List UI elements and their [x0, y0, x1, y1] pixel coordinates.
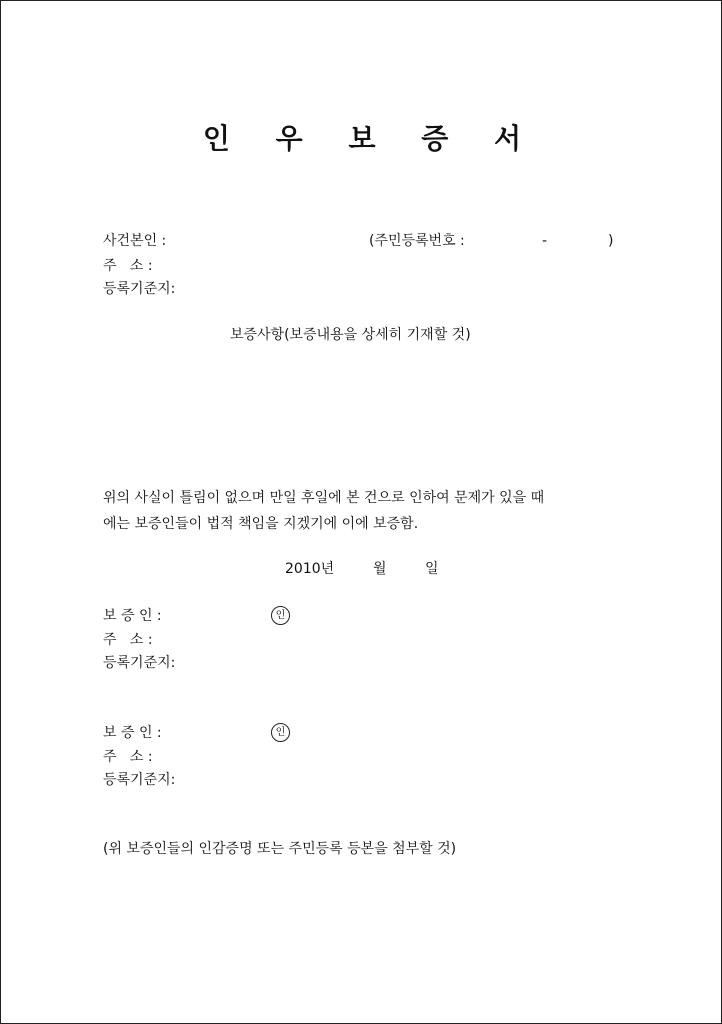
- attachment-footnote: (위 보증인들의 인감증명 또는 주민등록 등본을 첨부할 것): [103, 841, 457, 857]
- guarantor-2-domicile-label: 등록기준지:: [103, 772, 176, 788]
- guarantor-1-seal-icon: 인: [271, 606, 290, 625]
- document-title: 인 우 보 증 서: [202, 122, 540, 155]
- date-day: 일: [425, 561, 439, 577]
- guarantee-heading: 보증사항(보증내용을 상세히 기재할 것): [230, 327, 471, 343]
- statement-line-1: 위의 사실이 틀림이 없으며 만일 후일에 본 건으로 인하여 문제가 있을 때: [103, 490, 545, 506]
- subject-id-close: ): [608, 233, 614, 249]
- guarantor-1-address-label: 주 소 :: [103, 632, 153, 648]
- guarantor-1-domicile-label: 등록기준지:: [103, 655, 176, 671]
- guarantor-1-label: 보 증 인 :: [103, 608, 162, 624]
- date-month: 월: [373, 561, 387, 577]
- subject-id-label: (주민등록번호 :: [369, 233, 465, 249]
- guarantor-2-seal-icon: 인: [271, 723, 290, 742]
- subject-id-dash: -: [542, 233, 548, 249]
- guarantor-2-address-label: 주 소 :: [103, 749, 153, 765]
- subject-address-label: 주 소 :: [103, 258, 153, 274]
- guarantor-2-label: 보 증 인 :: [103, 725, 162, 741]
- subject-name-label: 사건본인 :: [103, 233, 167, 249]
- date-year: 2010년: [285, 561, 335, 577]
- subject-domicile-label: 등록기준지:: [103, 281, 176, 297]
- statement-line-2: 에는 보증인들이 법적 책임을 지겠기에 이에 보증함.: [103, 516, 419, 532]
